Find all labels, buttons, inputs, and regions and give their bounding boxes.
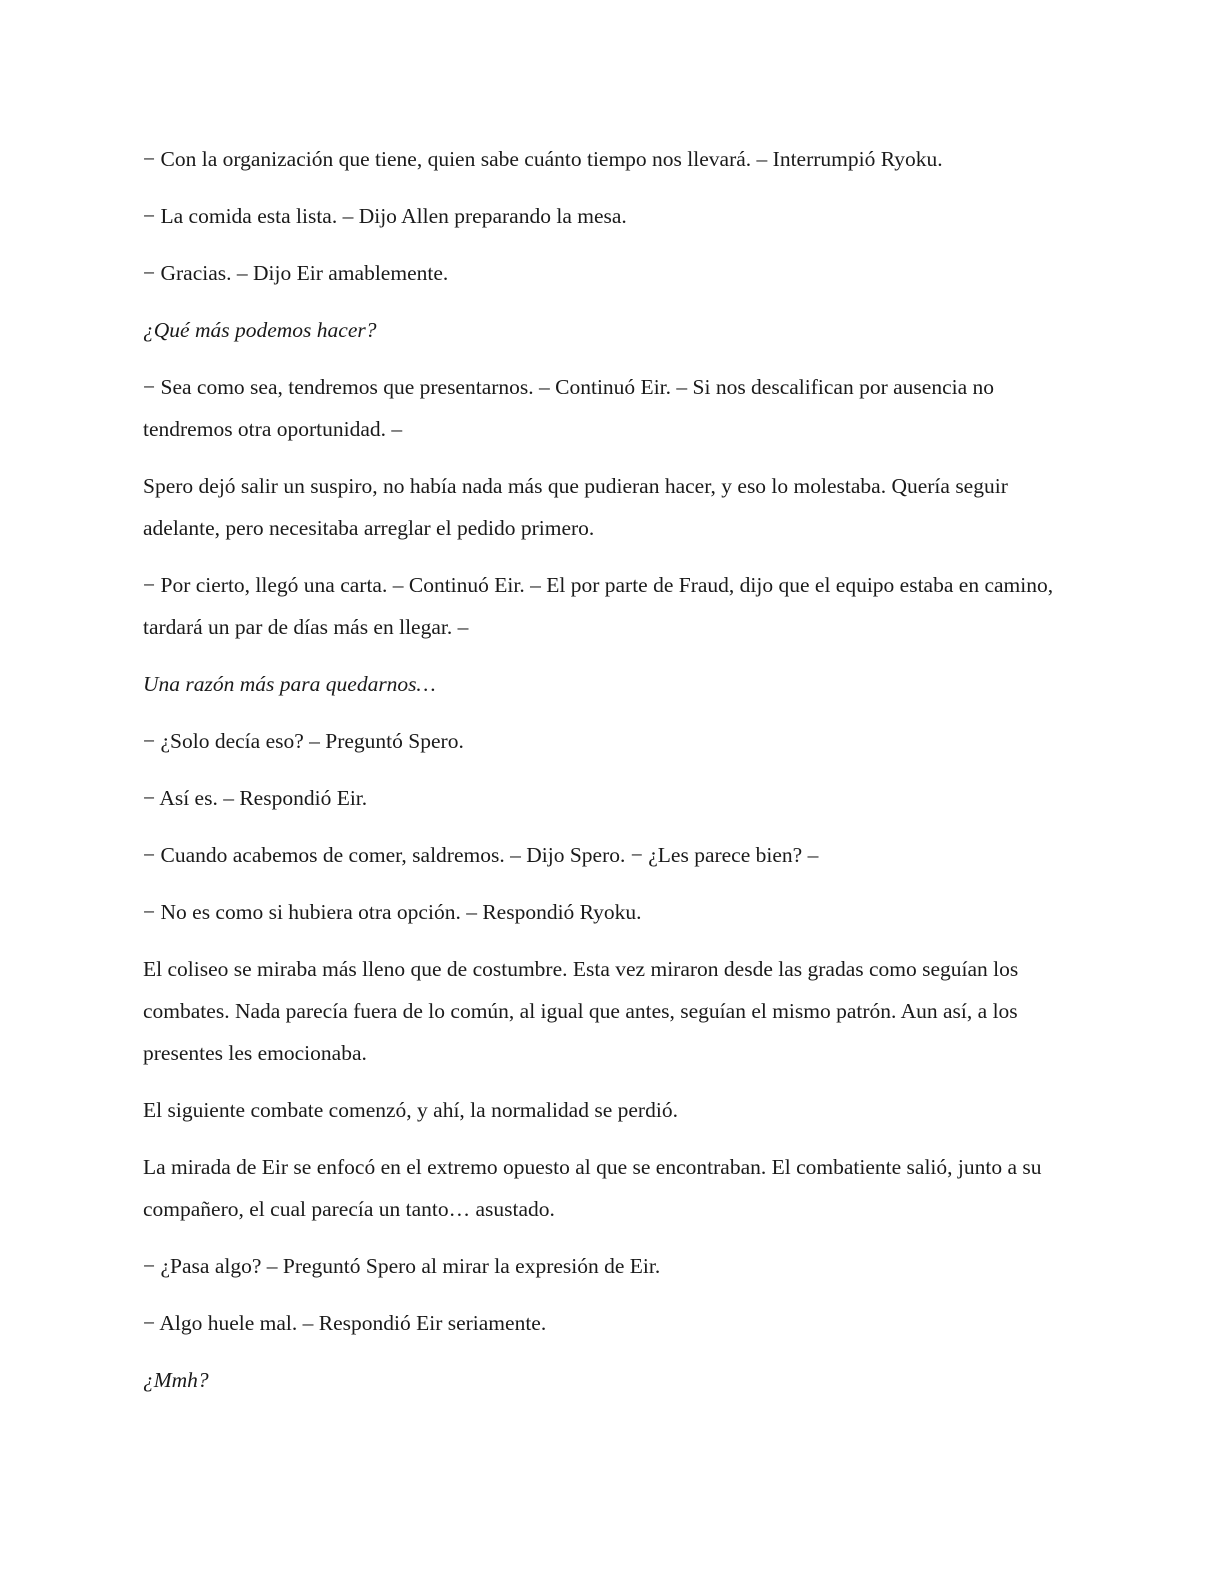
paragraph-8: Una razón más para quedarnos… <box>143 672 436 696</box>
paragraph-7: − Por cierto, llegó una carta. – Continuó Eir. – El por parte de Fraud, dijo que el equipo estaba en camino, tardará un par de días más en llegar. – <box>143 573 1054 639</box>
paragraph-4: ¿Qué más podemos hacer? <box>143 318 377 342</box>
paragraph-15: La mirada de Eir se enfocó en el extremo opuesto al que se encontraban. El combatiente salió, junto a su compañero, el cual parecía un tanto… asustado. <box>143 1155 1042 1221</box>
document-page <box>143 138 1088 1416</box>
paragraph-9: − ¿Solo decía eso? – Preguntó Spero. <box>143 729 464 753</box>
paragraph-12: − No es como si hubiera otra opción. – Respondió Ryoku. <box>143 900 642 924</box>
paragraph-2: − La comida esta lista. – Dijo Allen preparando la mesa. <box>143 204 627 228</box>
paragraph-14: El siguiente combate comenzó, y ahí, la normalidad se perdió. <box>143 1098 678 1122</box>
paragraph-13: El coliseo se miraba más lleno que de costumbre. Esta vez miraron desde las gradas como seguían los combates. Nada parecía fuera de lo común, al igual que antes, seguían el mismo patrón. Aun así, a los presentes les emocionaba. <box>143 957 1019 1065</box>
paragraph-3: − Gracias. – Dijo Eir amablemente. <box>143 261 449 285</box>
paragraph-17: − Algo huele mal. – Respondió Eir seriamente. <box>143 1311 547 1335</box>
paragraph-1: − Con la organización que tiene, quien sabe cuánto tiempo nos llevará. – Interrumpió Ryoku. <box>143 147 943 171</box>
paragraph-16: − ¿Pasa algo? – Preguntó Spero al mirar la expresión de Eir. <box>143 1254 661 1278</box>
paragraph-11: − Cuando acabemos de comer, saldremos. – Dijo Spero. − ¿Les parece bien? – <box>143 843 819 867</box>
paragraph-6: Spero dejó salir un suspiro, no había nada más que pudieran hacer, y eso lo molestaba. Quería seguir adelante, pero necesitaba arreglar el pedido primero. <box>143 474 1008 540</box>
paragraph-5: − Sea como sea, tendremos que presentarnos. – Continuó Eir. – Si nos descalifican por ausencia no tendremos otra oportunidad. – <box>143 375 995 441</box>
paragraph-18: ¿Mmh? <box>143 1368 209 1392</box>
paragraph-10: − Así es. – Respondió Eir. <box>143 786 368 810</box>
